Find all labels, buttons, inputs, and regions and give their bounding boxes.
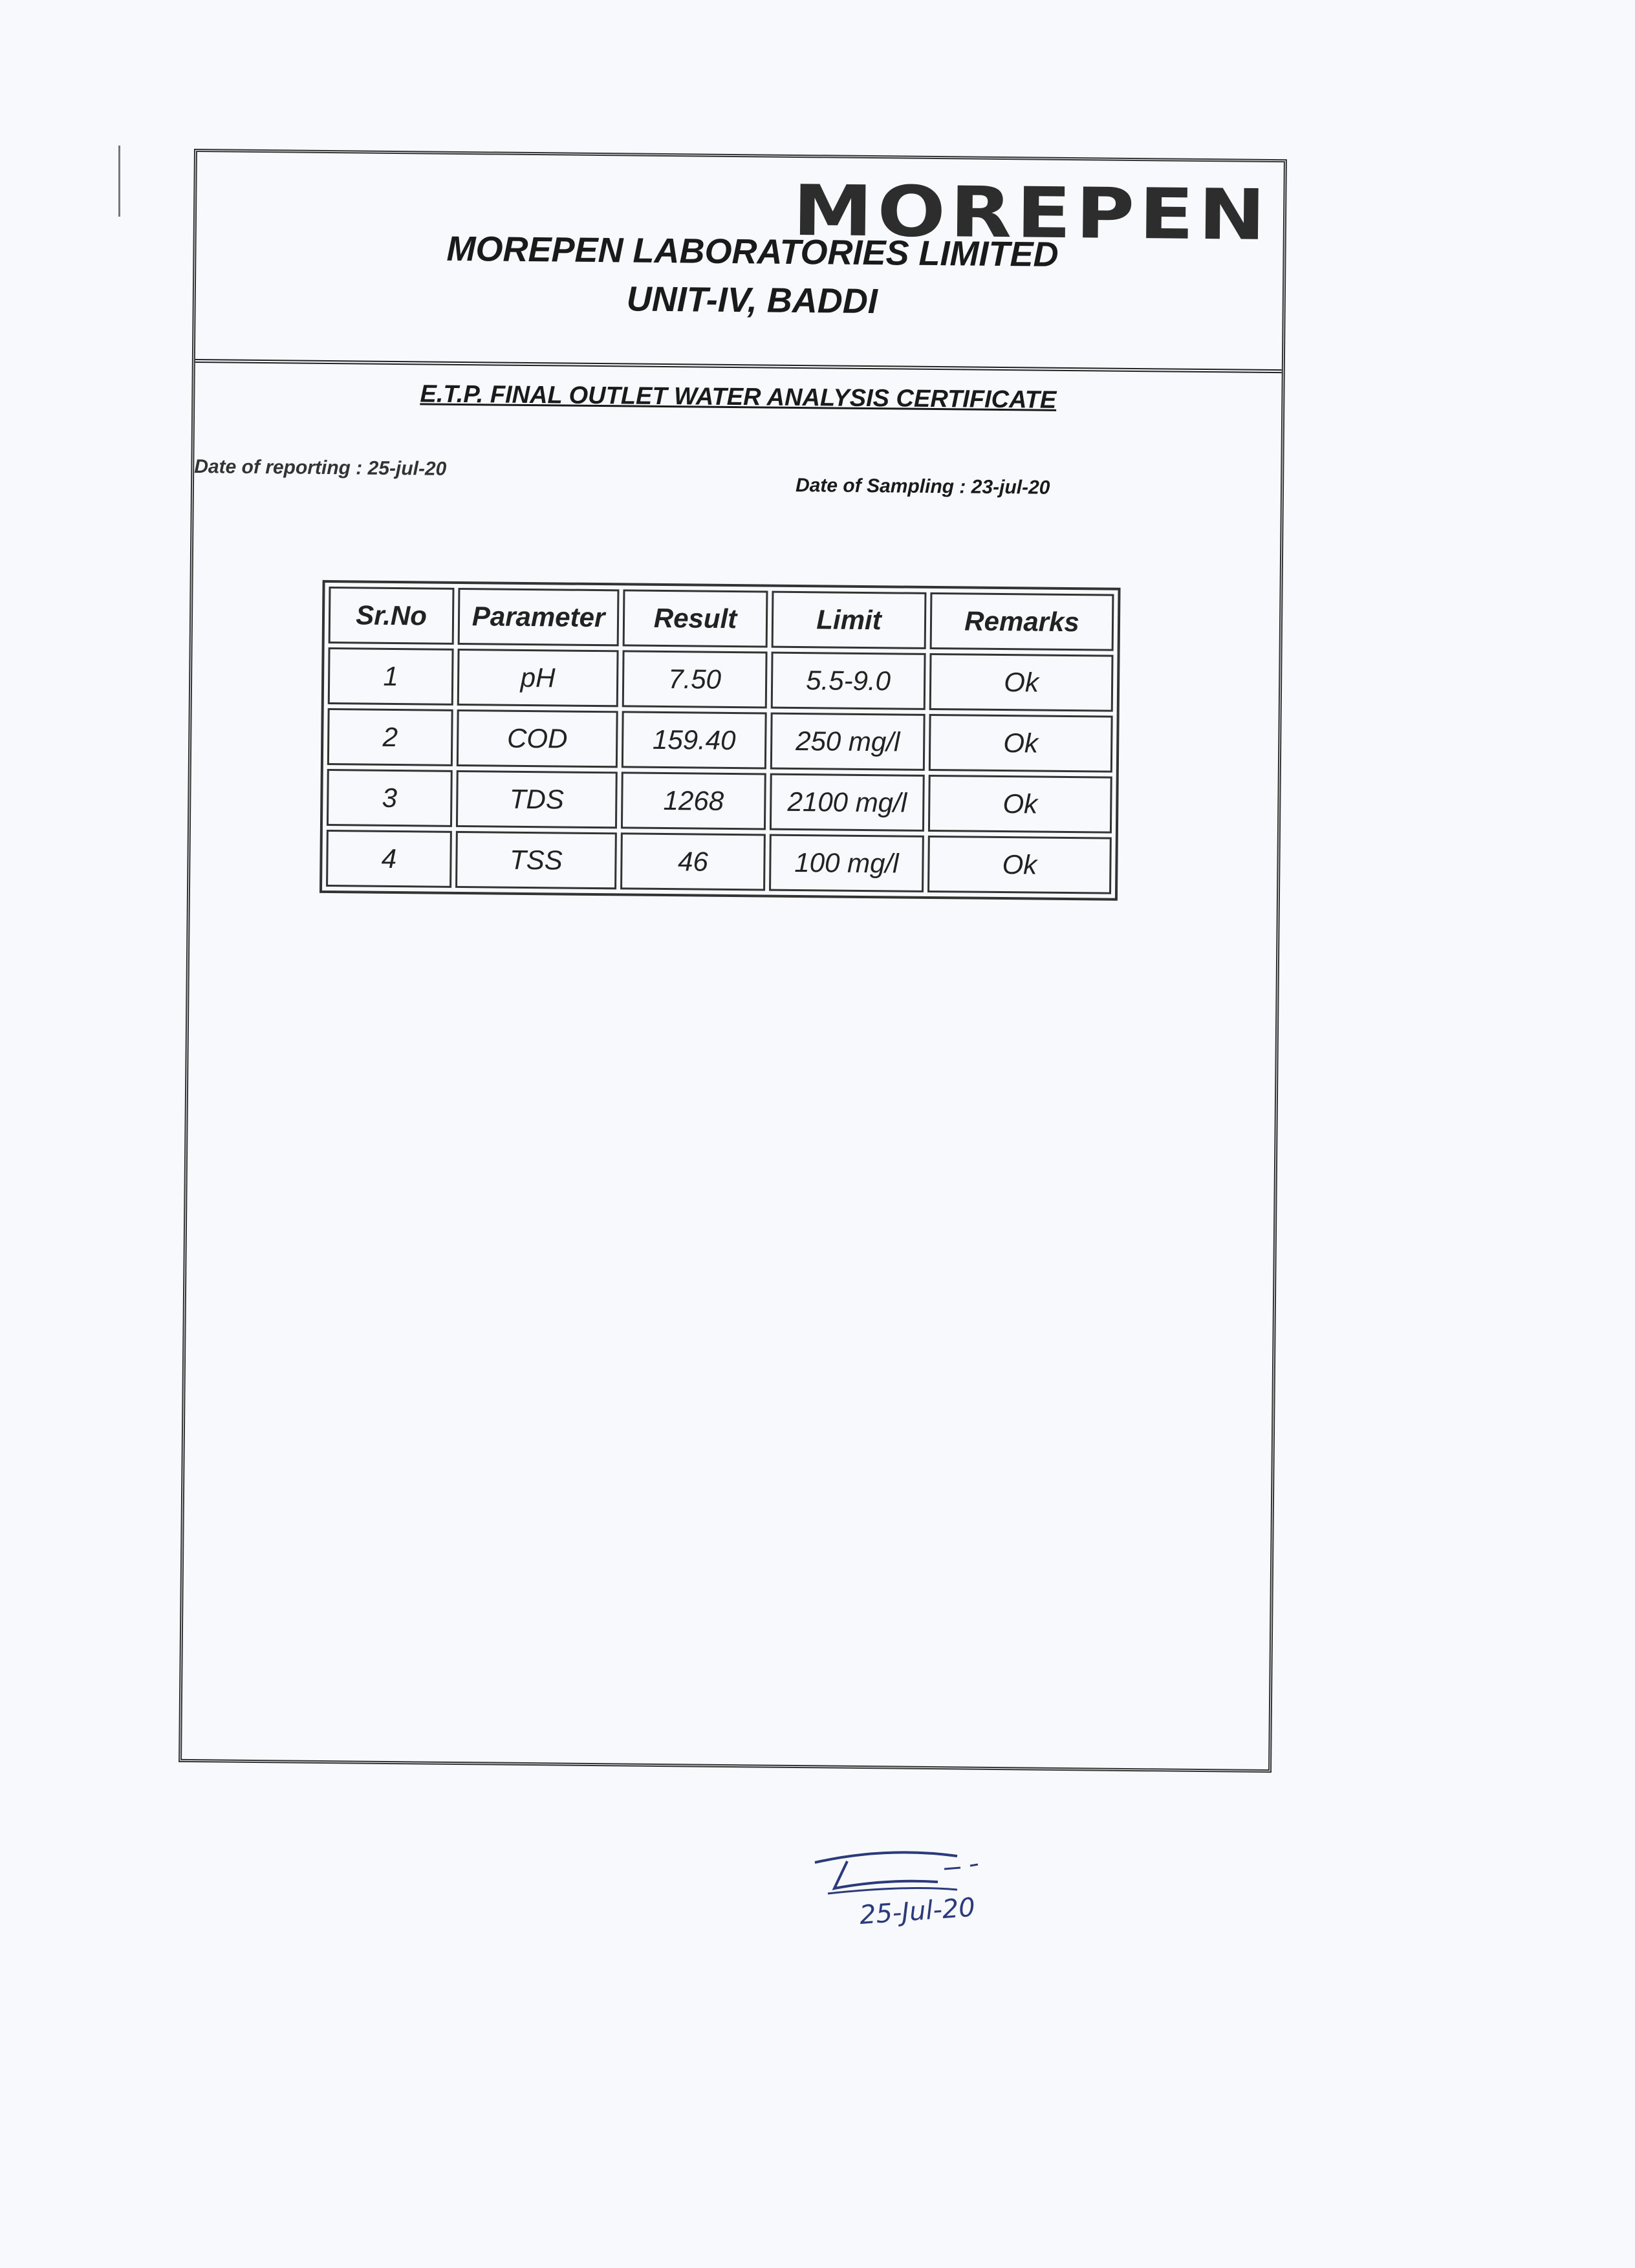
cell-sr-no: 3 [327,769,453,827]
date-of-sampling [796,475,1050,499]
cell-remarks: Ok [929,653,1114,712]
cell-result: 46 [620,832,766,891]
certificate-title: E.T.P. FINAL OUTLET WATER ANALYSIS CERTIFICATE [420,380,1057,414]
header-remarks: Remarks [930,592,1114,651]
cell-result: 1268 [621,772,766,830]
cell-limit: 2100 mg/l [770,773,925,832]
table-row [326,830,1112,894]
cell-parameter: COD [457,709,618,768]
header-limit: Limit [772,591,927,649]
certificate-header [195,152,1284,373]
date-of-sampling-value: 23-jul-20 [971,476,1050,499]
table-header-row [329,587,1114,651]
date-of-reporting [194,456,446,481]
cell-remarks: Ok [929,714,1113,773]
cell-remarks: Ok [927,836,1112,894]
cell-sr-no: 2 [327,708,453,766]
company-name: MOREPEN LABORATORIES LIMITED [446,229,1059,274]
cell-result: 7.50 [622,650,768,708]
cell-limit: 250 mg/l [770,713,926,771]
header-result: Result [623,589,768,647]
table-row [327,769,1112,834]
header-parameter: Parameter [458,588,620,646]
cell-result: 159.40 [622,711,767,769]
cell-limit: 5.5-9.0 [771,652,926,710]
cell-parameter: pH [457,649,619,707]
table-row [328,647,1114,712]
cell-sr-no: 4 [326,830,452,888]
morepen-logo: MOREPEN [792,170,1271,256]
certificate-frame [179,149,1287,1773]
header-sr-no: Sr.No [329,587,455,645]
results-table [319,580,1121,901]
cell-parameter: TSS [455,831,617,889]
signature-date: 25-Jul-20 [858,1892,977,1930]
cell-remarks: Ok [928,775,1112,834]
cell-limit: 100 mg/l [769,834,924,892]
date-of-sampling-label: Date of Sampling : [795,474,966,498]
date-of-reporting-value: 25-jul-20 [367,457,447,480]
scan-mark [118,146,120,217]
unit-name: UNIT-IV, BADDI [626,279,878,321]
date-of-reporting-label: Date of reporting : [194,456,363,479]
handwritten-signature [808,1843,1080,1940]
table-row [327,708,1113,773]
cell-parameter: TDS [456,770,618,828]
cell-sr-no: 1 [328,647,454,706]
